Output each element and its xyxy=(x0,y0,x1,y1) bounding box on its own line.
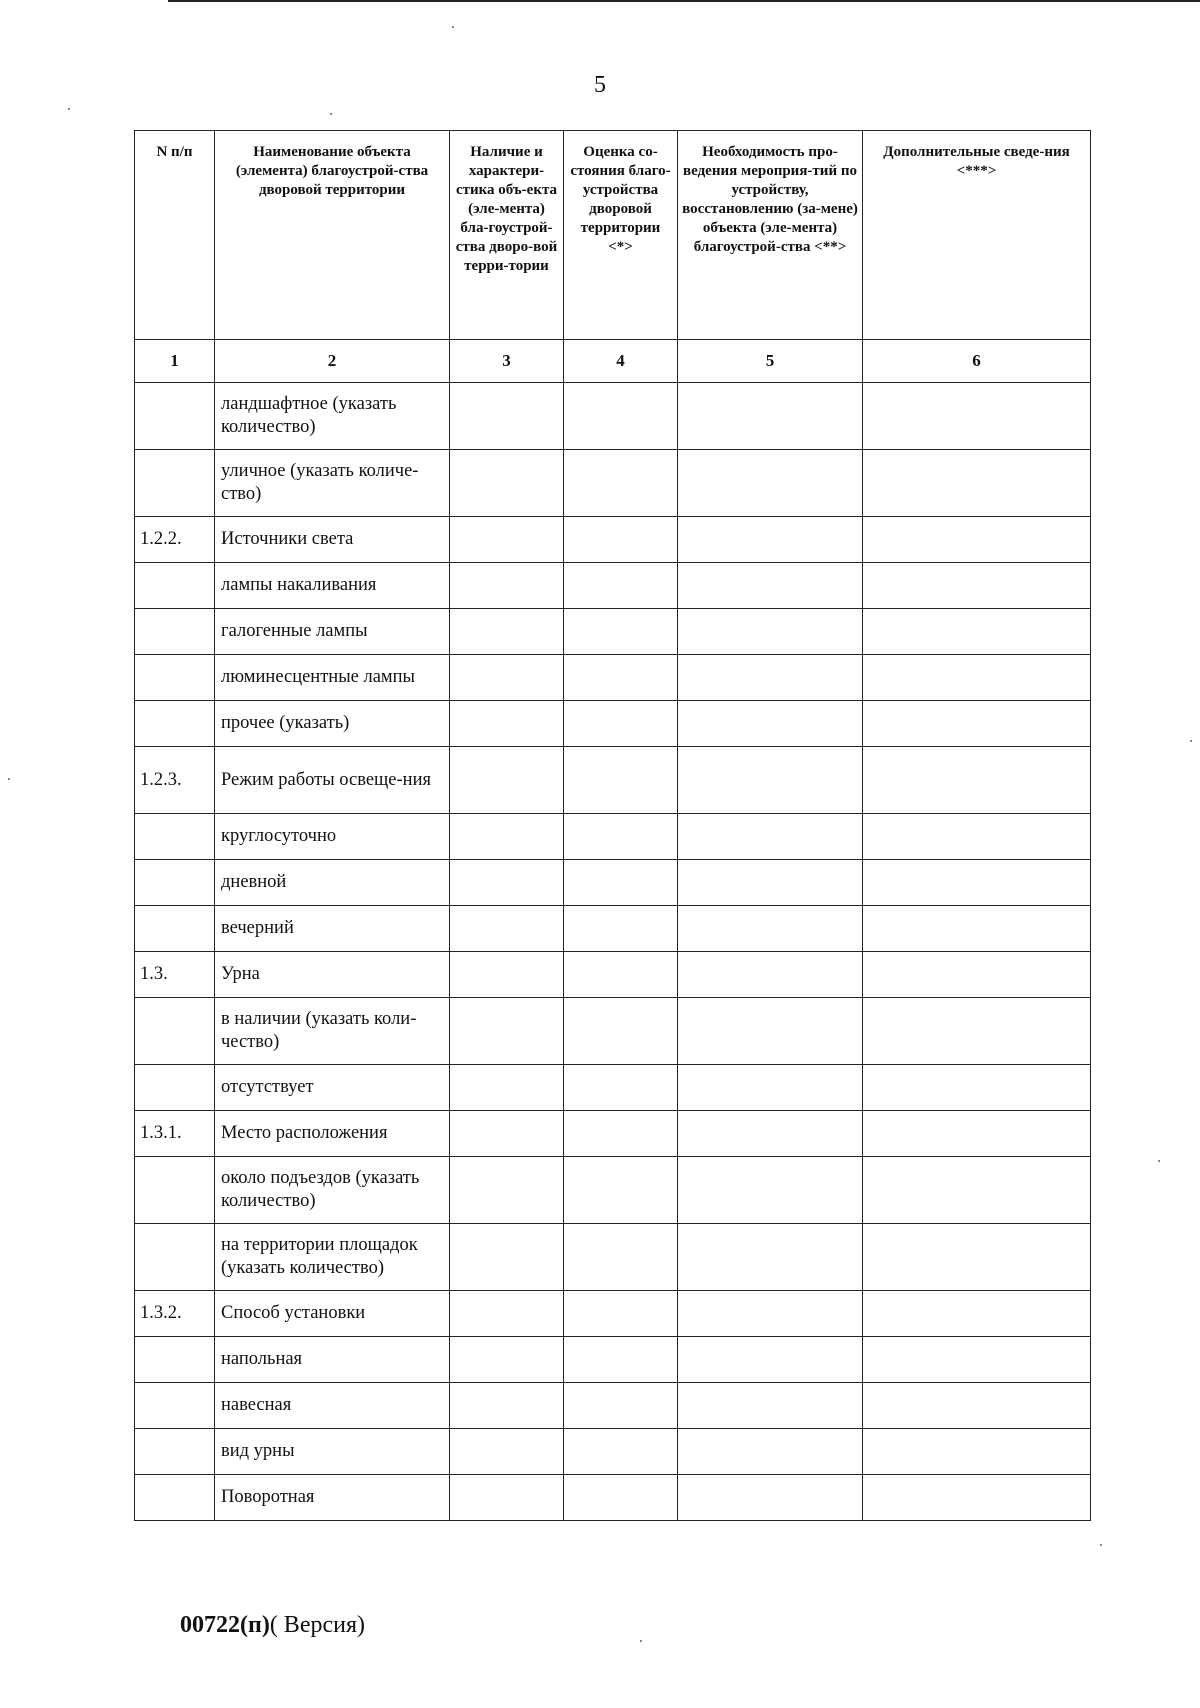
survey-table xyxy=(134,130,1091,1521)
row-availability-cell[interactable] xyxy=(450,1291,564,1337)
row-object-name: Урна xyxy=(215,952,450,998)
row-necessity-cell[interactable] xyxy=(678,860,863,906)
row-condition-cell[interactable] xyxy=(564,1224,678,1291)
row-number xyxy=(135,450,215,517)
page-number: 5 xyxy=(594,72,606,98)
scan-speck xyxy=(1190,740,1192,742)
row-condition-cell[interactable] xyxy=(564,860,678,906)
row-number xyxy=(135,383,215,450)
row-availability-cell[interactable] xyxy=(450,1157,564,1224)
scan-speck xyxy=(68,108,70,110)
table-row xyxy=(135,1475,1091,1521)
column-number: 5 xyxy=(678,340,863,383)
row-necessity-cell[interactable] xyxy=(678,1065,863,1111)
header-additional-info: Дополнительные сведе-ния <***> xyxy=(863,131,1091,340)
row-condition-cell[interactable] xyxy=(564,450,678,517)
row-necessity-cell[interactable] xyxy=(678,609,863,655)
row-number: 1.3.2. xyxy=(135,1291,215,1337)
row-necessity-cell[interactable] xyxy=(678,1291,863,1337)
row-condition-cell[interactable] xyxy=(564,1429,678,1475)
row-object-name: круглосуточно xyxy=(215,814,450,860)
scan-speck xyxy=(452,26,454,28)
table-row xyxy=(135,747,1091,814)
table-row xyxy=(135,1065,1091,1111)
row-availability-cell[interactable] xyxy=(450,1429,564,1475)
column-number: 4 xyxy=(564,340,678,383)
row-object-name: Способ установки xyxy=(215,1291,450,1337)
table-row xyxy=(135,701,1091,747)
row-object-name: Источники света xyxy=(215,517,450,563)
table-row xyxy=(135,1111,1091,1157)
row-object-name: Место расположения xyxy=(215,1111,450,1157)
table-row xyxy=(135,906,1091,952)
row-number xyxy=(135,1157,215,1224)
row-availability-cell[interactable] xyxy=(450,1337,564,1383)
row-number xyxy=(135,906,215,952)
row-number xyxy=(135,1475,215,1521)
row-number xyxy=(135,1383,215,1429)
row-condition-cell[interactable] xyxy=(564,1157,678,1224)
row-availability-cell[interactable] xyxy=(450,814,564,860)
row-condition-cell[interactable] xyxy=(564,1111,678,1157)
row-additional-info-cell[interactable] xyxy=(863,952,1091,998)
row-additional-info-cell[interactable] xyxy=(863,701,1091,747)
row-number xyxy=(135,563,215,609)
column-number: 2 xyxy=(215,340,450,383)
table-row xyxy=(135,1157,1091,1224)
scan-speck xyxy=(1100,1544,1102,1546)
column-number: 3 xyxy=(450,340,564,383)
row-object-name: люминесцентные лампы xyxy=(215,655,450,701)
document-footer xyxy=(180,1612,365,1639)
row-number xyxy=(135,860,215,906)
table-row xyxy=(135,1383,1091,1429)
row-object-name: в наличии (указать коли-чество) xyxy=(215,998,450,1065)
row-object-name: лампы накаливания xyxy=(215,563,450,609)
row-availability-cell[interactable] xyxy=(450,860,564,906)
row-necessity-cell[interactable] xyxy=(678,1383,863,1429)
row-object-name: навесная xyxy=(215,1383,450,1429)
table-row xyxy=(135,952,1091,998)
row-availability-cell[interactable] xyxy=(450,1111,564,1157)
row-condition-cell[interactable] xyxy=(564,655,678,701)
row-object-name: Режим работы освеще-ния xyxy=(215,747,450,814)
row-additional-info-cell[interactable] xyxy=(863,1429,1091,1475)
row-additional-info-cell[interactable] xyxy=(863,1157,1091,1224)
row-additional-info-cell[interactable] xyxy=(863,814,1091,860)
table-row xyxy=(135,860,1091,906)
row-object-name: Поворотная xyxy=(215,1475,450,1521)
row-object-name: прочее (указать) xyxy=(215,701,450,747)
table-row xyxy=(135,383,1091,450)
row-availability-cell[interactable] xyxy=(450,998,564,1065)
row-necessity-cell[interactable] xyxy=(678,563,863,609)
row-necessity-cell[interactable] xyxy=(678,747,863,814)
row-necessity-cell[interactable] xyxy=(678,906,863,952)
row-condition-cell[interactable] xyxy=(564,1065,678,1111)
row-object-name: на территории площадок (указать количество) xyxy=(215,1224,450,1291)
column-number-row xyxy=(135,340,1091,383)
row-number xyxy=(135,701,215,747)
row-availability-cell[interactable] xyxy=(450,517,564,563)
row-condition-cell[interactable] xyxy=(564,1383,678,1429)
row-additional-info-cell[interactable] xyxy=(863,1337,1091,1383)
document-version: ( Версия) xyxy=(269,1612,365,1638)
row-availability-cell[interactable] xyxy=(450,747,564,814)
row-object-name: вечерний xyxy=(215,906,450,952)
row-necessity-cell[interactable] xyxy=(678,1111,863,1157)
row-condition-cell[interactable] xyxy=(564,906,678,952)
row-condition-cell[interactable] xyxy=(564,814,678,860)
row-necessity-cell[interactable] xyxy=(678,1224,863,1291)
row-necessity-cell[interactable] xyxy=(678,701,863,747)
table-row xyxy=(135,1429,1091,1475)
row-availability-cell[interactable] xyxy=(450,655,564,701)
row-availability-cell[interactable] xyxy=(450,701,564,747)
row-necessity-cell[interactable] xyxy=(678,952,863,998)
row-additional-info-cell[interactable] xyxy=(863,383,1091,450)
row-additional-info-cell[interactable] xyxy=(863,1383,1091,1429)
row-additional-info-cell[interactable] xyxy=(863,450,1091,517)
row-number: 1.3. xyxy=(135,952,215,998)
row-condition-cell[interactable] xyxy=(564,1475,678,1521)
row-additional-info-cell[interactable] xyxy=(863,563,1091,609)
row-condition-cell[interactable] xyxy=(564,747,678,814)
row-additional-info-cell[interactable] xyxy=(863,860,1091,906)
row-necessity-cell[interactable] xyxy=(678,1429,863,1475)
row-additional-info-cell[interactable] xyxy=(863,1111,1091,1157)
row-availability-cell[interactable] xyxy=(450,383,564,450)
row-additional-info-cell[interactable] xyxy=(863,609,1091,655)
row-object-name: около подъездов (указать количество) xyxy=(215,1157,450,1224)
row-additional-info-cell[interactable] xyxy=(863,1224,1091,1291)
row-necessity-cell[interactable] xyxy=(678,655,863,701)
row-condition-cell[interactable] xyxy=(564,609,678,655)
row-number xyxy=(135,998,215,1065)
row-necessity-cell[interactable] xyxy=(678,383,863,450)
row-necessity-cell[interactable] xyxy=(678,814,863,860)
scan-speck xyxy=(330,113,332,115)
row-availability-cell[interactable] xyxy=(450,609,564,655)
row-availability-cell[interactable] xyxy=(450,563,564,609)
row-number xyxy=(135,655,215,701)
row-object-name: дневной xyxy=(215,860,450,906)
row-number: 1.3.1. xyxy=(135,1111,215,1157)
row-number xyxy=(135,609,215,655)
table-row xyxy=(135,655,1091,701)
row-availability-cell[interactable] xyxy=(450,1383,564,1429)
row-object-name: отсутствует xyxy=(215,1065,450,1111)
table-row xyxy=(135,609,1091,655)
row-necessity-cell[interactable] xyxy=(678,517,863,563)
row-number xyxy=(135,1065,215,1111)
header-condition: Оценка со-стояния благо-устройства дворовой территории <*> xyxy=(564,131,678,340)
table-row xyxy=(135,1224,1091,1291)
row-condition-cell[interactable] xyxy=(564,563,678,609)
row-additional-info-cell[interactable] xyxy=(863,998,1091,1065)
column-number: 6 xyxy=(863,340,1091,383)
row-number: 1.2.3. xyxy=(135,747,215,814)
row-object-name: напольная xyxy=(215,1337,450,1383)
row-object-name: уличное (указать количе-ство) xyxy=(215,450,450,517)
header-row xyxy=(135,131,1091,340)
scan-speck xyxy=(640,1640,642,1642)
scan-speck xyxy=(8,778,10,780)
row-condition-cell[interactable] xyxy=(564,701,678,747)
row-additional-info-cell[interactable] xyxy=(863,1475,1091,1521)
table-body xyxy=(135,383,1091,1521)
row-necessity-cell[interactable] xyxy=(678,1337,863,1383)
row-number xyxy=(135,1429,215,1475)
row-number: 1.2.2. xyxy=(135,517,215,563)
column-number: 1 xyxy=(135,340,215,383)
row-necessity-cell[interactable] xyxy=(678,998,863,1065)
table-row xyxy=(135,450,1091,517)
table-row xyxy=(135,517,1091,563)
table-row xyxy=(135,814,1091,860)
row-necessity-cell[interactable] xyxy=(678,450,863,517)
row-availability-cell[interactable] xyxy=(450,1475,564,1521)
row-additional-info-cell[interactable] xyxy=(863,655,1091,701)
row-object-name: вид урны xyxy=(215,1429,450,1475)
row-number xyxy=(135,1337,215,1383)
table-row xyxy=(135,1291,1091,1337)
row-additional-info-cell[interactable] xyxy=(863,1065,1091,1111)
row-condition-cell[interactable] xyxy=(564,517,678,563)
row-availability-cell[interactable] xyxy=(450,952,564,998)
table-row xyxy=(135,998,1091,1065)
row-object-name: галогенные лампы xyxy=(215,609,450,655)
header-necessity: Необходимость про-ведения мероприя-тий по устройству, восстановлению (за-мене) объекта (эле-мента) благоустрой-ства <**> xyxy=(678,131,863,340)
top-rule xyxy=(168,0,1200,2)
table-row xyxy=(135,1337,1091,1383)
header-number: N п/п xyxy=(135,131,215,340)
row-necessity-cell[interactable] xyxy=(678,1157,863,1224)
row-availability-cell[interactable] xyxy=(450,1224,564,1291)
row-necessity-cell[interactable] xyxy=(678,1475,863,1521)
row-additional-info-cell[interactable] xyxy=(863,1291,1091,1337)
row-condition-cell[interactable] xyxy=(564,1291,678,1337)
row-additional-info-cell[interactable] xyxy=(863,517,1091,563)
row-condition-cell[interactable] xyxy=(564,1337,678,1383)
row-number xyxy=(135,814,215,860)
header-availability: Наличие и характери-стика объ-екта (эле-мента) бла-гоустрой-ства дворо-вой терри-тории xyxy=(450,131,564,340)
row-number xyxy=(135,1224,215,1291)
row-condition-cell[interactable] xyxy=(564,998,678,1065)
row-condition-cell[interactable] xyxy=(564,952,678,998)
table-row xyxy=(135,563,1091,609)
row-object-name: ландшафтное (указать количество) xyxy=(215,383,450,450)
scan-speck xyxy=(1158,1160,1160,1162)
header-object-name: Наименование объекта (элемента) благоустрой-ства дворовой территории xyxy=(215,131,450,340)
document-code: 00722(п) xyxy=(180,1612,270,1638)
row-additional-info-cell[interactable] xyxy=(863,747,1091,814)
row-availability-cell[interactable] xyxy=(450,450,564,517)
row-condition-cell[interactable] xyxy=(564,383,678,450)
row-additional-info-cell[interactable] xyxy=(863,906,1091,952)
row-availability-cell[interactable] xyxy=(450,1065,564,1111)
row-availability-cell[interactable] xyxy=(450,906,564,952)
